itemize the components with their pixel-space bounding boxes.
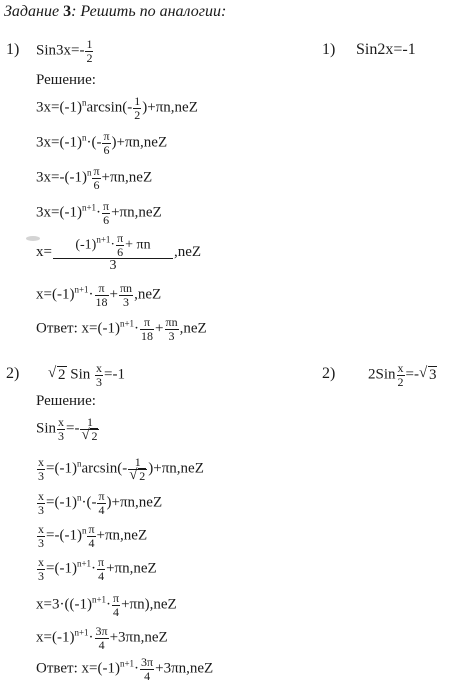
p2-step-arcsin: $\frac{x}{3}$ $=(-1)^n\arcsin(-$ 1 √ 2 )+πn,neZ [36,456,204,482]
p1-step-result: $x=(-1)^{n+1}\cdot$ $\frac{\pi}{18}$ + $\frac{\pi n}{3}$ ,neZ [36,281,162,309]
p1-step-power: $3x=(-1)^{n+1}\cdot$ $\frac{\pi}{6}$ +πn,neZ [36,199,162,227]
p2-step-sin: Sin $\frac{x}{3}$ =- 1 √ 2 [36,416,100,442]
problem-1-equation: Sin3x=- $\frac{1}{2}$ [36,37,93,65]
p2-step-result: $x=(-1)^{n+1}\cdot$ $\frac{3\pi}{4}$ +3πn,neZ [36,624,168,652]
p1-step-substitute: $3x=(-1)^n\cdot(-$ $\frac{\pi}{6}$ )+πn,neZ [36,129,168,157]
problem-1-number: 1) [6,41,20,58]
p1-step-arcsin: $3x=(-1)^n\arcsin(-$ $\frac{1}{2}$ )+πn,neZ [36,94,198,122]
problem-1-right-equation: Sin2x=-1 [356,41,416,58]
p1-step-negate: $3x=-(-1)^n$ $\frac{\pi}{6}$ +πn,neZ [36,164,153,192]
problem-2-right-equation: 2Sin $\frac{x}{2}$ =-√ 3 [368,362,437,388]
p2-step-substitute: $\frac{x}{3}$ $=(-1)^n\cdot(-$ $\frac{\pi}{4}$ )+πn,neZ [38,489,163,517]
p2-answer: Ответ: $x=(-1)^{n+1}\cdot$ $\frac{3\pi}{4}$ +3πn,neZ [36,655,214,683]
problem-2-right-number: 2) [322,365,336,382]
p2-step-multiply: $x=3\cdot((-1)^{n+1}\cdot$ $\frac{\pi}{4}$ +πn),neZ [36,591,177,619]
p1-answer: Ответ: $x=(-1)^{n+1}\cdot$ $\frac{\pi}{18}$ + $\frac{\pi n}{3}$ ,neZ [36,315,207,343]
p1-step-divide: x= $(-1)^{n+1}\cdot$ $\frac{\pi}{6}$ + πn 3 ,neZ [36,231,202,274]
p2-step-negate: $\frac{x}{3}$ $=-(-1)^n$ $\frac{\pi}{4}$ +πn,neZ [38,522,148,550]
problem-2-equation: √ 2 Sin $\frac{x}{3}$ =-1 [48,362,125,388]
problem-1-right-number: 1) [322,41,336,58]
task-title: Задание 3: Решить по аналогии: [4,3,227,20]
problem-2-solution-label: Решение: [36,393,96,409]
p2-step-power: $\frac{x}{3}$ $=(-1)^{n+1}\cdot$ $\frac{\pi}{4}$ +πn,neZ [38,555,157,583]
problem-2-number: 2) [6,365,20,382]
problem-1-solution-label: Решение: [36,72,96,88]
